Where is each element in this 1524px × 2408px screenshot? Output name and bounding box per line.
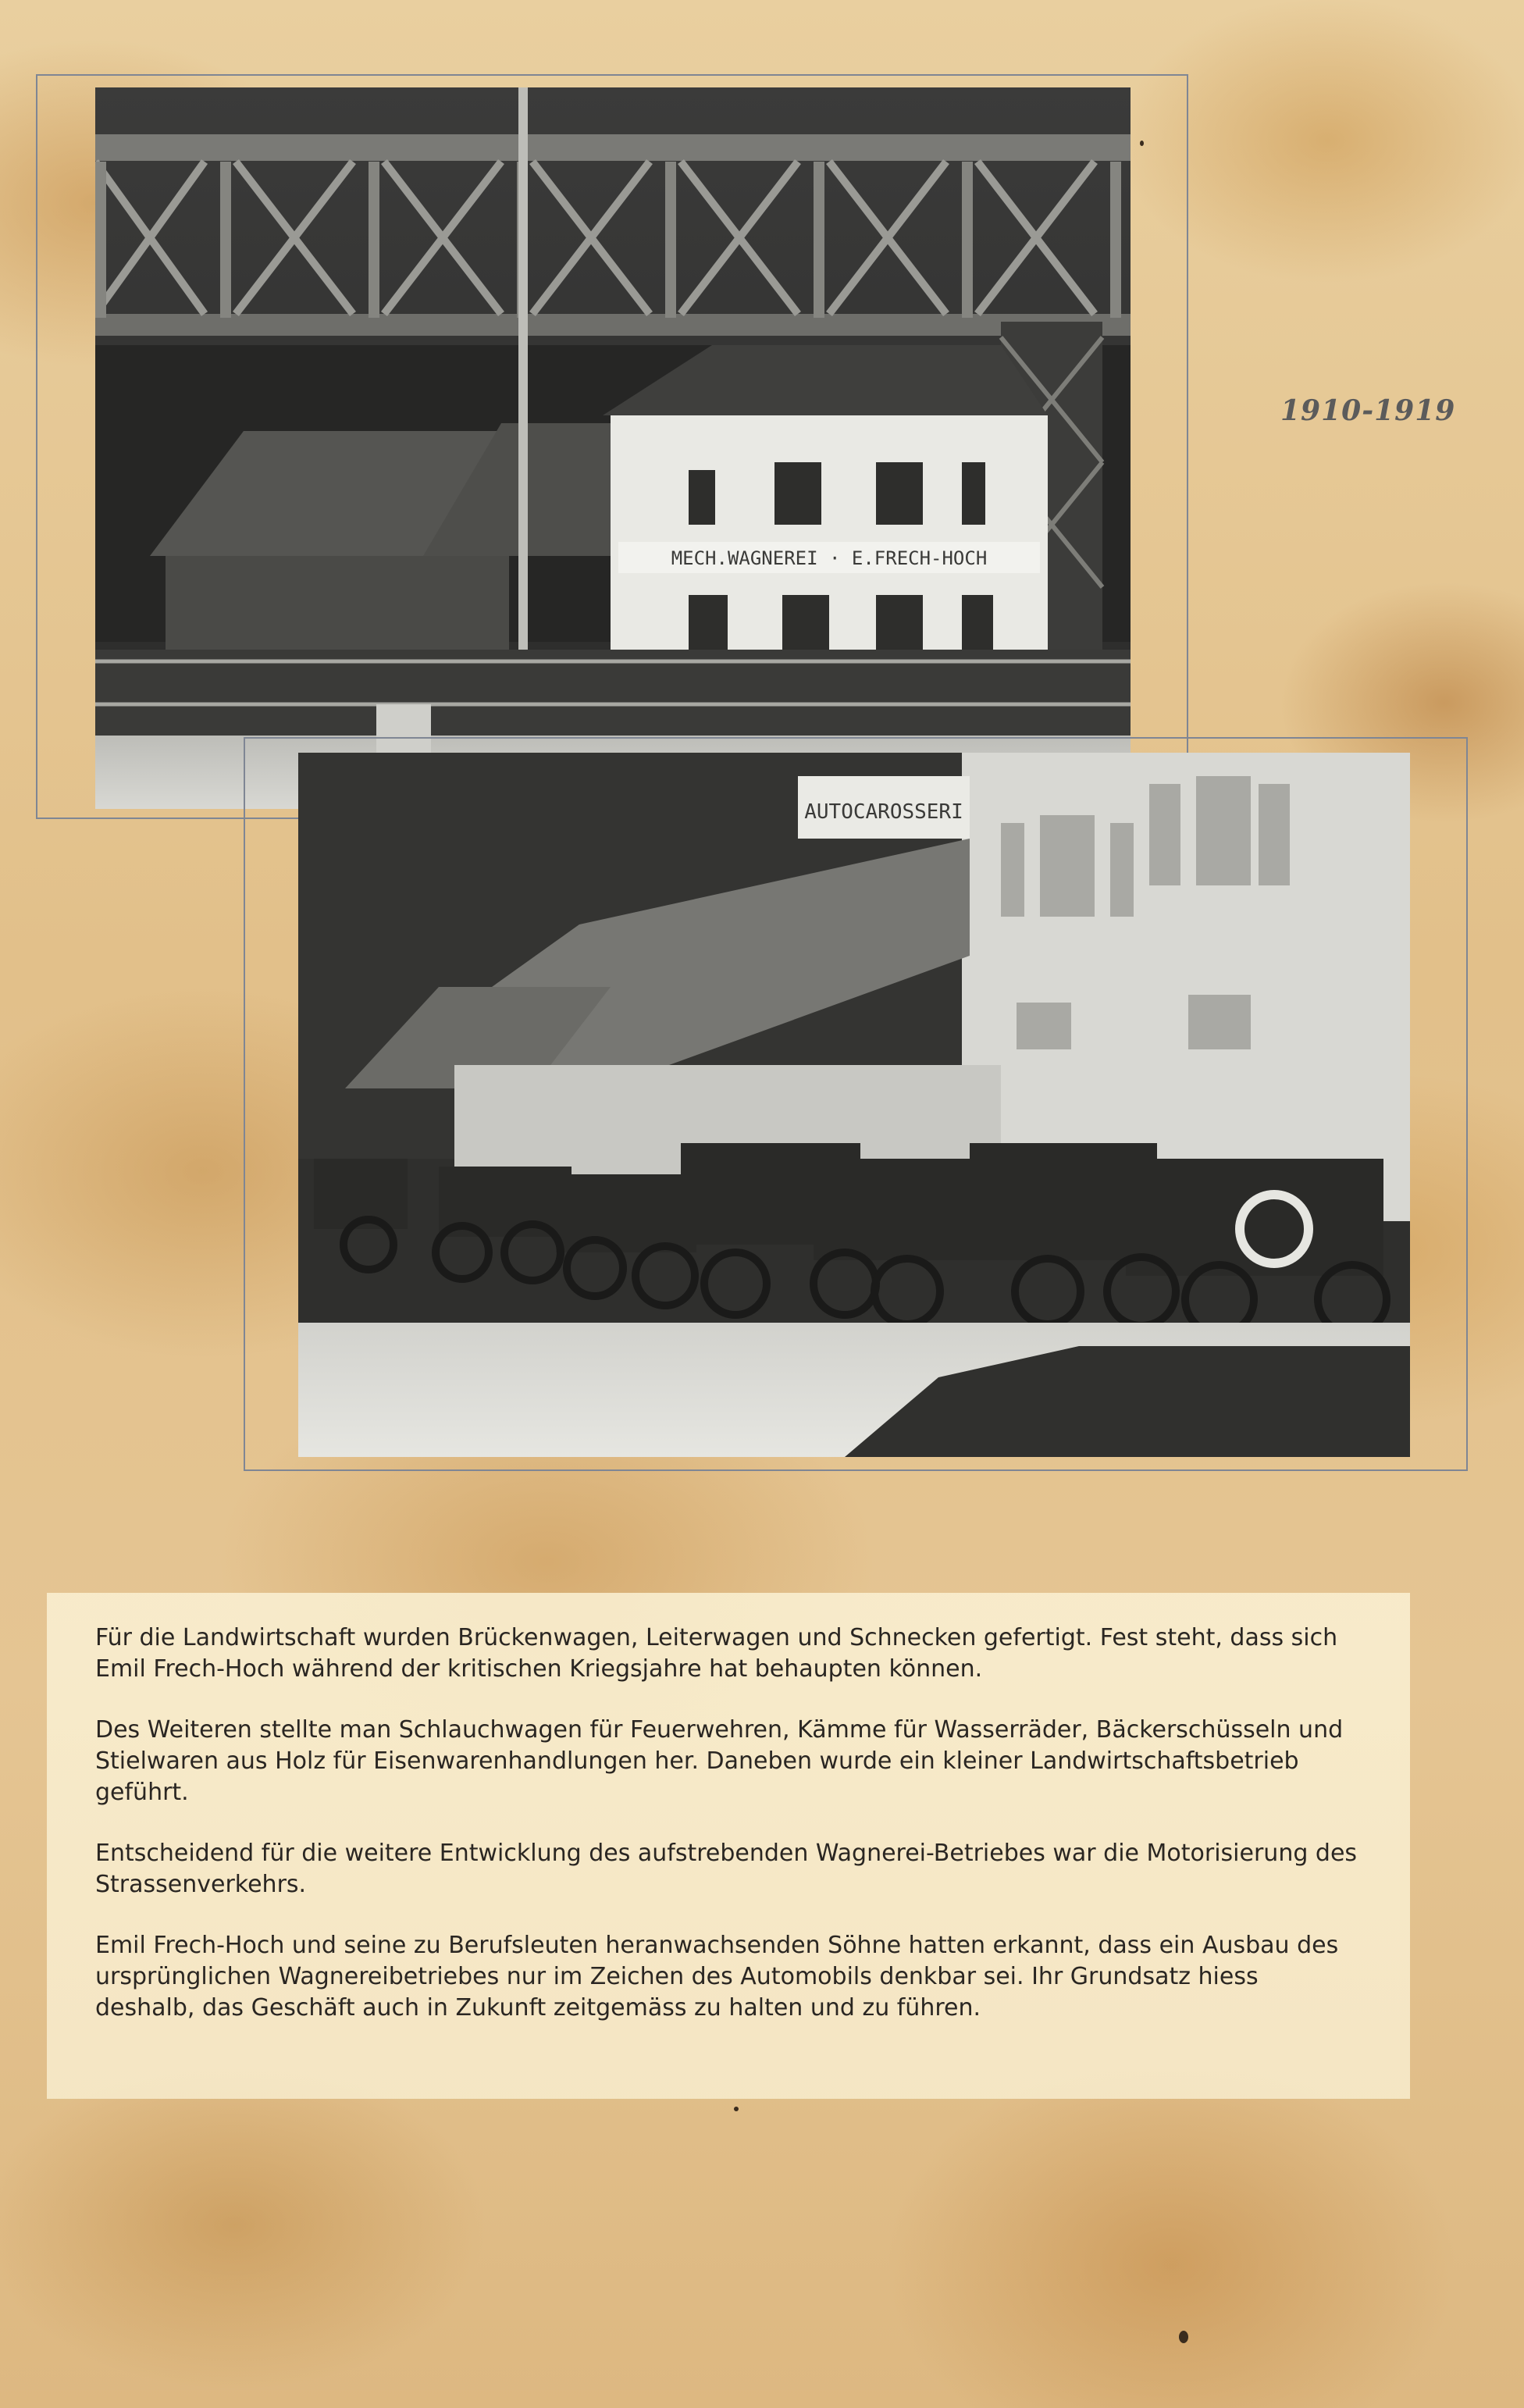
text-panel (47, 1593, 1410, 2099)
autocarosserie-cars-photo (298, 753, 1410, 1457)
decade-label: 1910-1919 (1280, 394, 1456, 427)
paper-speck (1179, 2331, 1188, 2343)
wagnerei-sign-text: MECH.WAGNEREI · E.FRECH-HOCH (671, 547, 988, 569)
paragraph-1: Für die Landwirtschaft wurden Brückenwagen, Leiterwagen und Schnecken gefertigt. Fest steht, dass sich Emil Frech-Hoch während der kritischen Kriegsjahre hat behaupten können. (95, 1624, 1338, 1683)
paper-speck (1140, 141, 1144, 146)
autocarosserie-sign-text: AUTOCAROSSERI (804, 800, 963, 824)
paragraph-3: Entscheidend für die weitere Entwicklung des aufstrebenden Wagnerei-Betriebes war die Motorisierung des Strassenverkehrs. (95, 1840, 1358, 1898)
paragraph-2: Des Weiteren stellte man Schlauchwagen für Feuerwehren, Kämme für Wasserräder, Bäckerschüsseln und Stielwaren aus Holz für Eisenwarenhandlungen her. Daneben wurde ein kleiner Landwirtschaftsbetrieb geführt. (95, 1716, 1344, 1806)
wagnerei-building-photo (95, 87, 1131, 809)
paragraph-4: Emil Frech-Hoch und seine zu Berufsleuten heranwachsenden Söhne hatten erkannt, dass ein Ausbau des ursprünglichen Wagnereibetriebes nur im Zeichen des Automobils denkbar sei. Ihr Grundsatz hiess deshalb, das Geschäft auch in Zukunft zeitgemäss zu halten und zu führen. (95, 1932, 1339, 2022)
paper-speck (734, 2107, 739, 2111)
